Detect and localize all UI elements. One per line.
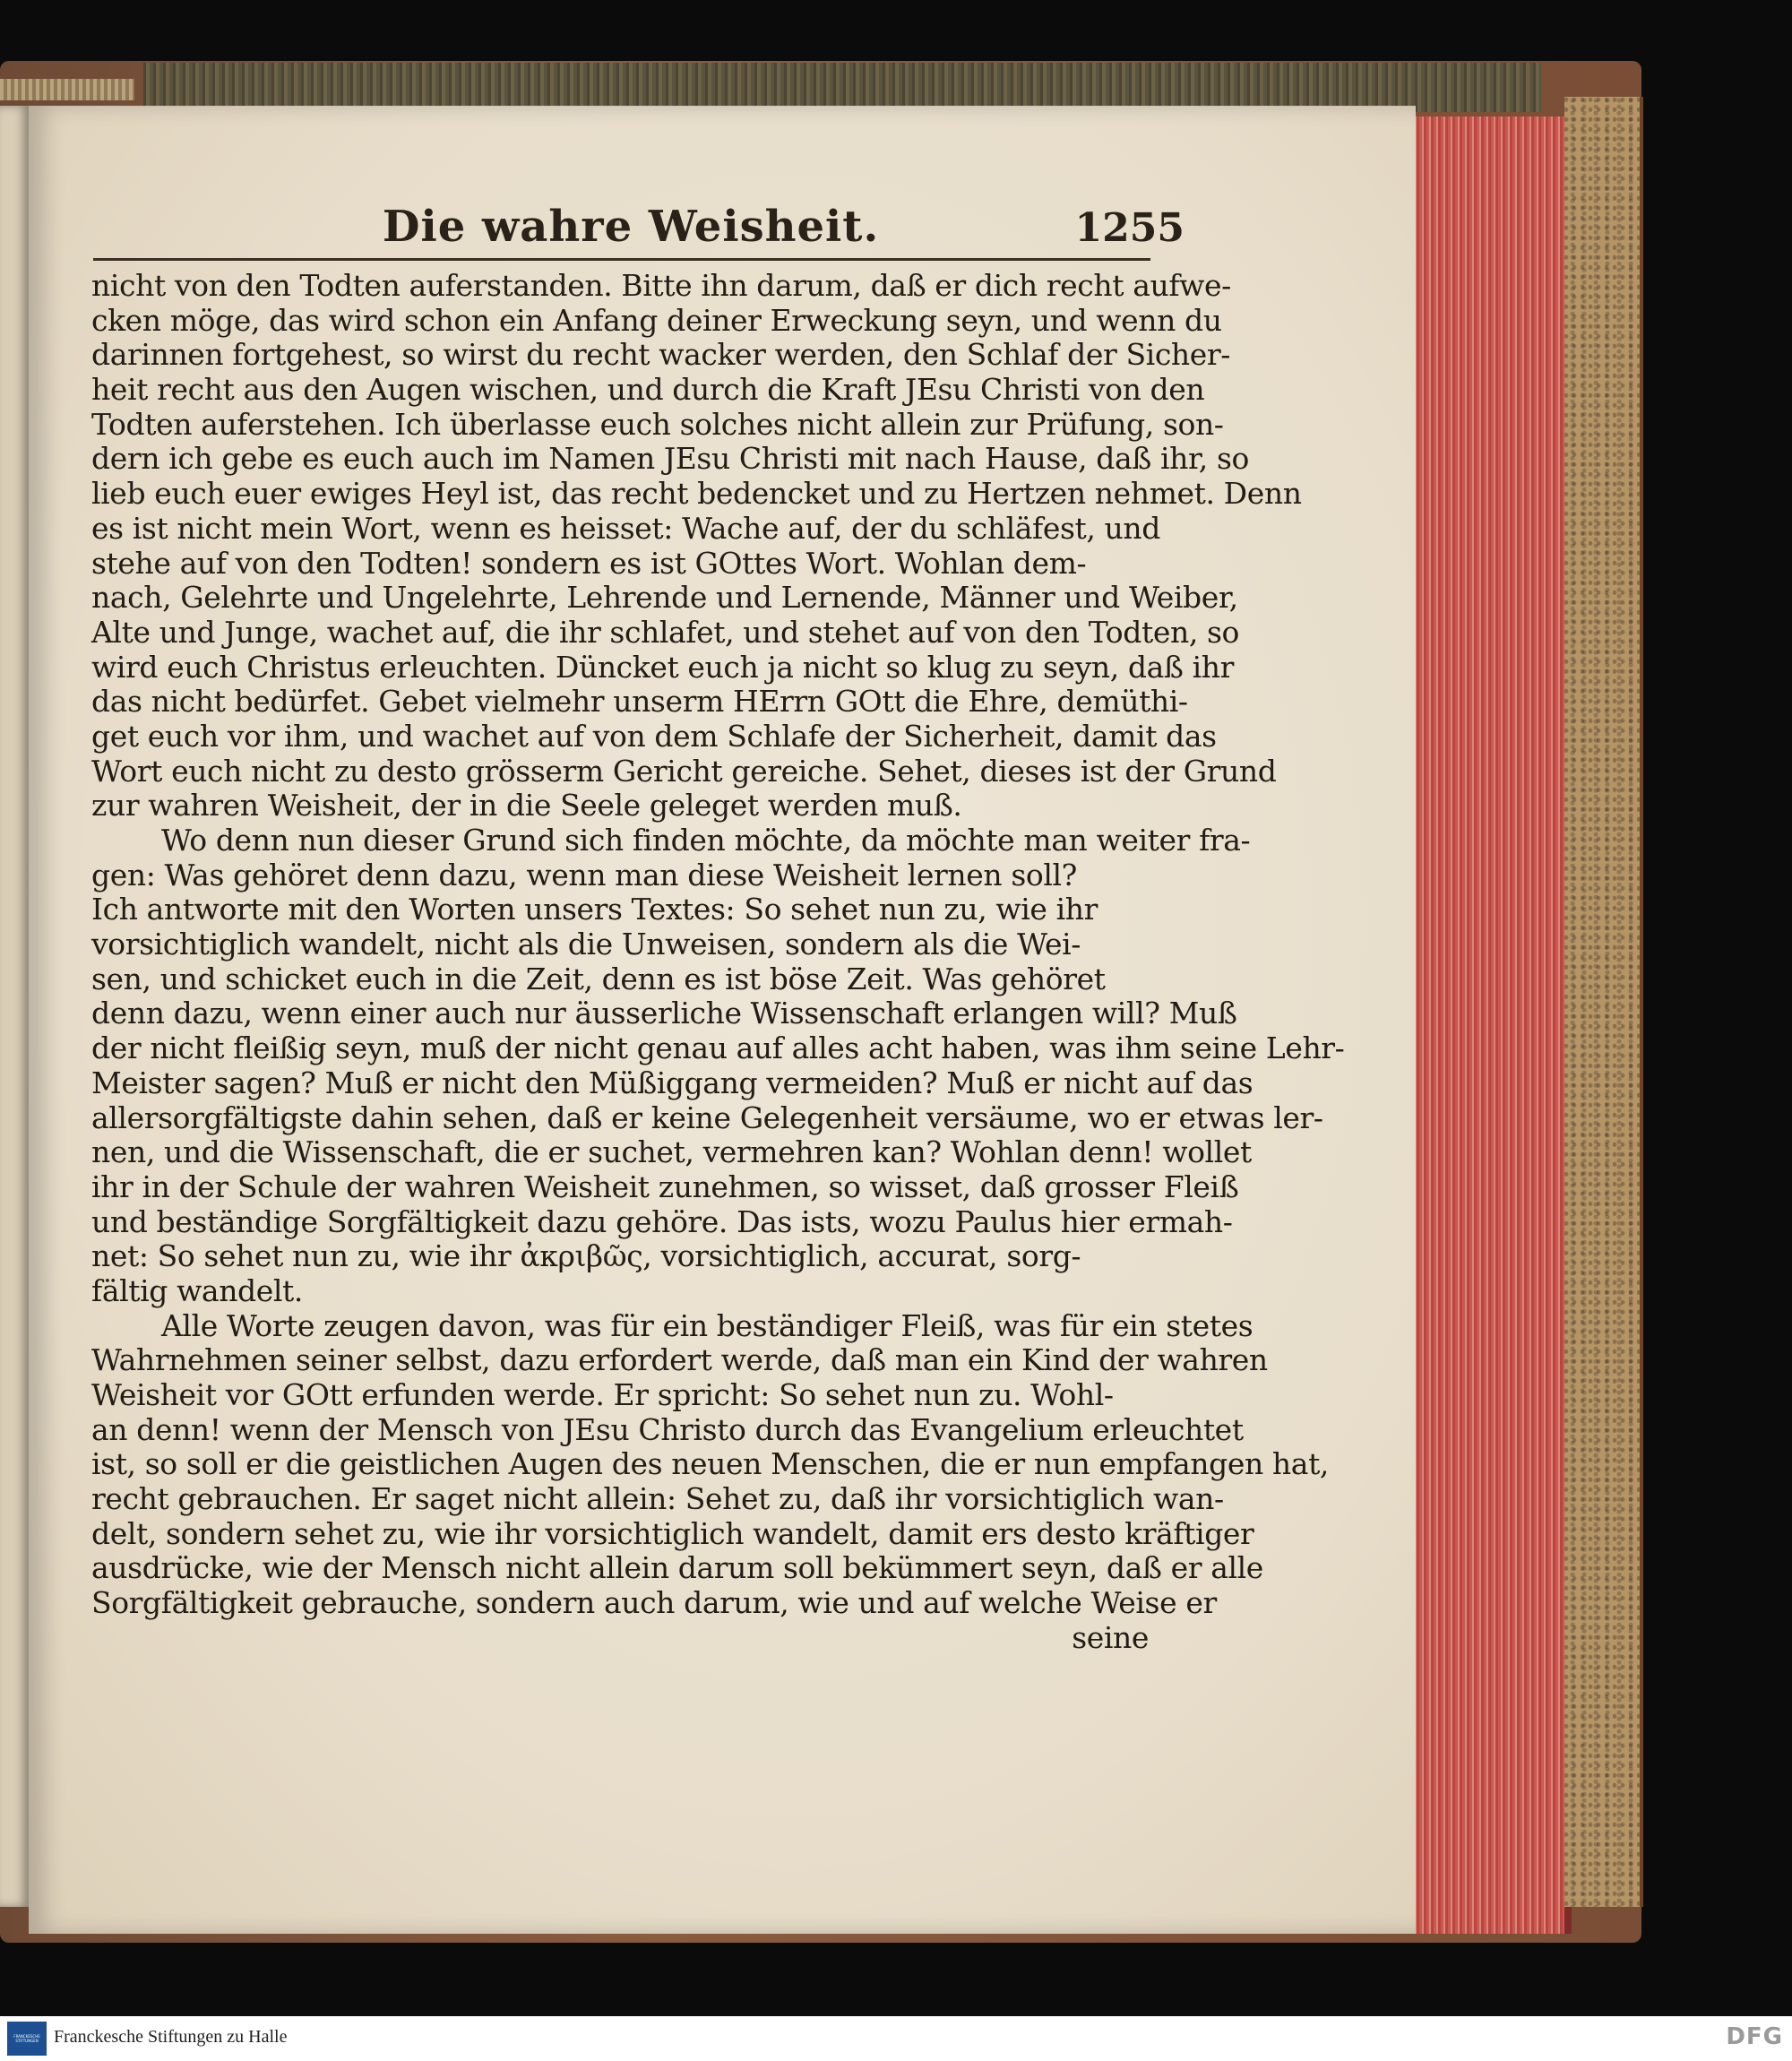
page-header <box>93 202 1185 255</box>
text-line: Weisheit vor GOtt erfunden werde. Er spricht: So sehet nun zu. Wohl- <box>91 1377 1114 1412</box>
institution-logo[interactable] <box>7 2022 47 2056</box>
text-line: nach, Gelehrte und Ungelehrte, Lehrende und Lernende, Männer und Weiber, <box>91 580 1238 616</box>
text-line: ihr in der Schule der wahren Weisheit zunehmen, so wisset, daß grosser Fleiß <box>91 1168 1239 1204</box>
text-line: an denn! wenn der Mensch von JEsu Christo durch das Evangelium erleuchtet <box>91 1411 1244 1447</box>
text-line: Alle Worte zeugen davon, was für ein beständiger Fleiß, was für ein stetes <box>161 1307 1254 1343</box>
text-line: Alte und Junge, wachet auf, die ihr schlafet, und stehet auf von den Todten, so <box>91 614 1240 650</box>
text-line: fältig wandelt. <box>91 1272 304 1308</box>
running-head: Die wahre Weisheit. <box>382 202 880 252</box>
text-line: dern ich gebe es euch auch im Namen JEsu Christi mit nach Hause, daß ihr, so <box>91 441 1249 477</box>
body-text <box>91 268 1345 1656</box>
dfg-logo[interactable]: DFG <box>1726 2023 1783 2050</box>
text-line: es ist nicht mein Wort, wenn es heisset: Wache auf, der du schläfest, und <box>91 510 1160 546</box>
text-line: nen, und die Wissenschaft, die er suchet, vermehren kan? Wohlan denn! wollet <box>91 1134 1252 1170</box>
text-line: denn dazu, wenn einer auch nur äusserliche Wissenschaft erlangen will? Muß <box>91 996 1237 1031</box>
text-line: get euch vor ihm, und wachet auf von dem Schlafe der Sicherheit, damit das <box>91 718 1217 754</box>
text-line: delt, sondern sehet zu, wie ihr vorsichtiglich wandelt, damit ers desto kräftiger <box>91 1515 1254 1551</box>
text-line: gen: Was gehöret denn dazu, wenn man diese Weisheit lernen soll? <box>91 857 1077 893</box>
text-line: vorsichtiglich wandelt, nicht als die Unweisen, sondern als die Wei- <box>91 927 1081 962</box>
text-line: ausdrücke, wie der Mensch nicht allein darum soll bekümmert seyn, daß er alle <box>91 1550 1263 1586</box>
text-line: der nicht fleißig seyn, muß der nicht genau auf alles acht haben, was ihm seine Lehr- <box>91 1030 1345 1066</box>
text-line: darinnen fortgehest, so wirst du recht wacker werden, den Schlaf der Sicher- <box>91 337 1231 373</box>
text-line: zur wahren Weisheit, der in die Seele geleget werden muß. <box>91 788 962 824</box>
text-line: das nicht bedürfet. Gebet vielmehr unserm HErrn GOtt die Ehre, demüthi- <box>91 684 1188 720</box>
text-line: recht gebrauchen. Er saget nicht allein: Sehet zu, daß ihr vorsichtiglich wan- <box>91 1481 1224 1517</box>
left-page-edge <box>0 106 29 1907</box>
book-top-edge <box>143 63 1541 112</box>
spine-band <box>0 79 134 100</box>
text-line: nicht von den Todten auferstanden. Bitte ihn darum, daß er dich recht aufwe- <box>91 268 1231 303</box>
text-line: Ich antworte mit den Worten unsers Textes: So sehet nun zu, wie ihr <box>91 892 1098 927</box>
logo-text: FRANCKESCHE STIFTUNGEN <box>13 2034 40 2043</box>
text-line: Wort euch nicht zu desto grösserm Gericht gereiche. Sehet, dieses ist der Grund <box>91 753 1277 789</box>
text-line: Meister sagen? Muß er nicht den Müßiggang vermeiden? Muß er nicht auf das <box>91 1065 1254 1100</box>
text-line: Wo denn nun dieser Grund sich finden möchte, da möchte man weiter fra- <box>161 823 1251 858</box>
text-line: stehe auf von den Todten! sondern es ist GOttes Wort. Wohlan dem- <box>91 545 1087 581</box>
text-line: allersorgfältigste dahin sehen, daß er keine Gelegenheit versäume, wo er etwas ler- <box>91 1099 1323 1135</box>
text-line: cken möge, das wird schon ein Anfang deiner Erweckung seyn, und wenn du <box>91 302 1222 338</box>
text-line: sen, und schicket euch in die Zeit, denn es ist böse Zeit. Was gehöret <box>91 961 1106 996</box>
text-line: wird euch Christus erleuchten. Düncket euch ja nicht so klug zu seyn, daß ihr <box>91 649 1235 685</box>
header-rule <box>93 258 1150 261</box>
text-line: lieb euch euer ewiges Heyl ist, das recht bedencket und zu Hertzen nehmet. Denn <box>91 476 1302 512</box>
text-line: Sorgfältigkeit gebrauche, sondern auch darum, wie und auf welche Weise er <box>91 1585 1217 1621</box>
text-line: Todten auferstehen. Ich überlasse euch solches nicht allein zur Prüfung, son- <box>91 406 1224 442</box>
catchword: seine <box>1072 1619 1149 1655</box>
red-page-edges <box>1405 116 1572 1934</box>
text-line: heit recht aus den Augen wischen, und durch die Kraft JEsu Christi von den <box>91 372 1205 408</box>
text-line: und beständige Sorgfältigkeit dazu gehöre. Das ists, wozu Paulus hier ermah- <box>91 1203 1233 1239</box>
institution-link[interactable]: Franckesche Stiftungen zu Halle <box>54 2027 288 2047</box>
marbled-board <box>1564 97 1643 1907</box>
text-line: Wahrnehmen seiner selbst, dazu erfordert werde, daß man ein Kind der wahren <box>91 1342 1268 1378</box>
footer-bar <box>0 2016 1792 2061</box>
text-line: net: So sehet nun zu, wie ihr ἀκριβῶς, vorsichtiglich, accurat, sorg- <box>91 1238 1081 1274</box>
page-number: 1255 <box>1074 205 1185 251</box>
text-line: ist, so soll er die geistlichen Augen des neuen Menschen, die er nun empfangen hat, <box>91 1446 1330 1482</box>
